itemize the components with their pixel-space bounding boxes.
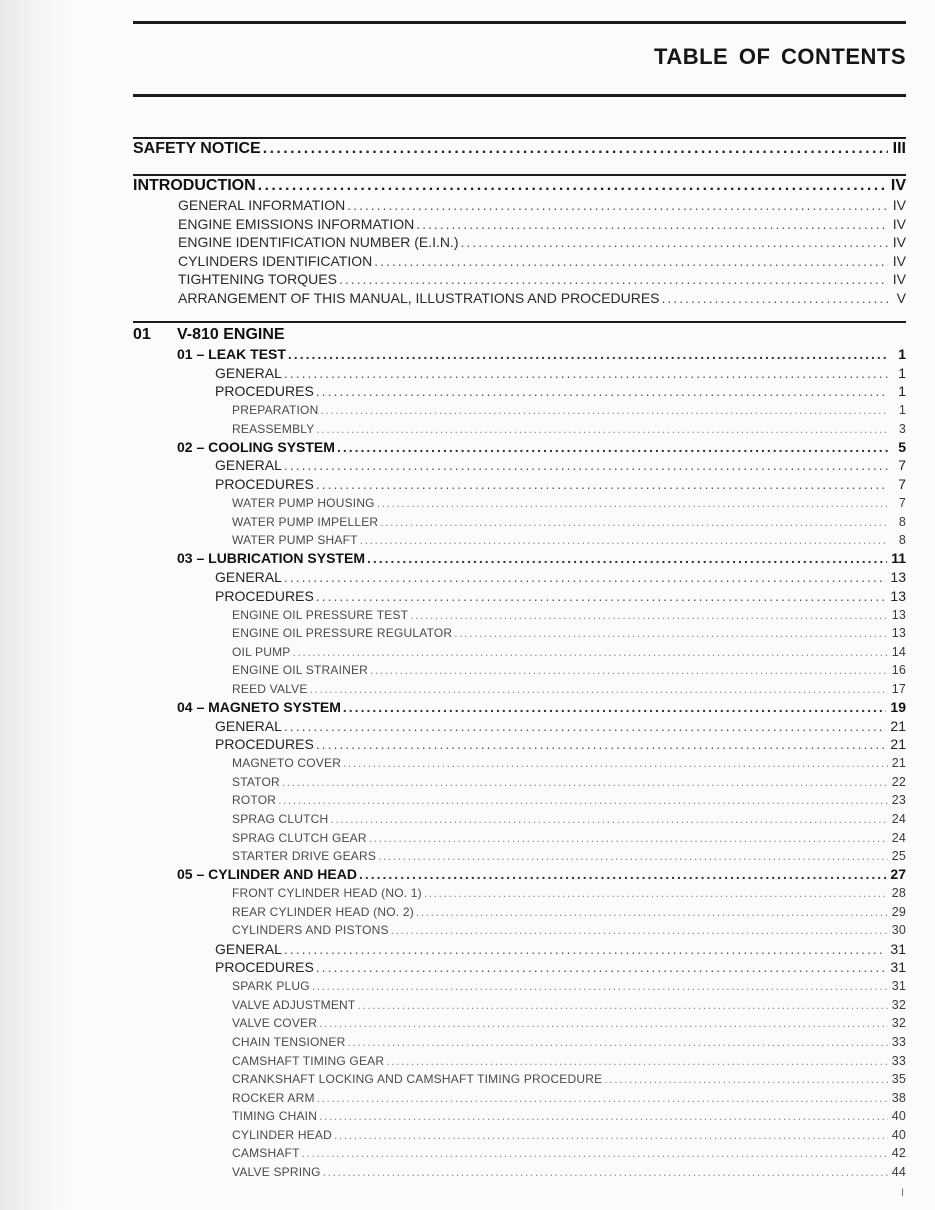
toc-entry-label: REASSEMBLY — [232, 421, 315, 436]
toc-entry-topic[interactable] — [232, 812, 906, 826]
toc-entry-label: GENERAL — [215, 940, 282, 957]
toc-entry-introduction-item[interactable] — [178, 253, 906, 269]
toc-entry-subsection[interactable] — [215, 383, 906, 399]
toc-entry-introduction-item[interactable] — [178, 290, 906, 306]
toc-entry-page: 1 — [898, 364, 906, 381]
toc-entry-topic[interactable] — [232, 775, 906, 789]
dot-leader — [284, 718, 887, 734]
dot-leader — [288, 346, 888, 362]
toc-entry-label: SPARK PLUG — [232, 979, 310, 994]
toc-entry-topic[interactable] — [232, 1146, 906, 1160]
chapter-number: 01 — [133, 326, 151, 343]
dot-leader — [367, 550, 887, 566]
dot-leader — [604, 1072, 887, 1086]
toc-entry-subsection[interactable] — [215, 959, 906, 975]
toc-entry-label: FRONT CYLINDER HEAD (NO. 1) — [232, 886, 422, 901]
toc-entry-safety-notice[interactable] — [133, 140, 906, 158]
dot-leader — [319, 1016, 888, 1030]
toc-entry-label: GENERAL — [215, 364, 282, 381]
toc-entry-subsection[interactable] — [215, 365, 906, 381]
toc-entry-page: 17 — [891, 681, 906, 696]
toc-entry-page: 7 — [898, 476, 906, 493]
toc-entry-page: 5 — [898, 438, 906, 455]
toc-entry-label: STARTER DRIVE GEARS — [232, 849, 377, 864]
toc-entry-label: REED VALVE — [232, 681, 308, 696]
toc-entry-page: 16 — [891, 663, 906, 678]
toc-entry-section[interactable] — [177, 346, 906, 362]
dot-leader — [357, 998, 887, 1012]
toc-entry-label: ARRANGEMENT OF THIS MANUAL, ILLUSTRATIONS AND PROCEDURES — [178, 289, 660, 306]
toc-entry-page: 8 — [898, 533, 906, 548]
dot-leader — [282, 775, 888, 789]
toc-entry-topic[interactable] — [232, 1165, 906, 1179]
toc-entry-topic[interactable] — [232, 515, 906, 529]
toc-entry-page: 25 — [891, 849, 906, 864]
toc-entry-page: IV — [892, 197, 906, 213]
toc-entry-page: 32 — [891, 997, 906, 1012]
toc-entry-label: CYLINDER HEAD — [232, 1127, 332, 1142]
toc-entry-label: INTRODUCTION — [133, 177, 256, 194]
toc-entry-topic[interactable] — [232, 626, 906, 640]
dot-leader — [662, 290, 888, 306]
chapter-heading[interactable] — [133, 326, 285, 344]
toc-entry-section[interactable] — [177, 866, 906, 882]
toc-entry-section[interactable] — [177, 550, 906, 566]
toc-entry-label: SAFETY NOTICE — [133, 140, 261, 157]
toc-entry-page: 38 — [891, 1090, 906, 1105]
toc-entry-label: 01 – LEAK TEST — [177, 346, 286, 362]
introduction-rule — [133, 174, 906, 176]
safety-notice-rule — [133, 137, 906, 139]
toc-entry-page: IV — [892, 215, 906, 232]
toc-entry-page: 13 — [890, 568, 906, 585]
dot-leader — [343, 756, 888, 770]
dot-leader — [380, 515, 888, 529]
chapter-rule — [133, 321, 906, 323]
toc-entry-topic[interactable] — [232, 1072, 906, 1086]
toc-entry-page: 21 — [890, 736, 906, 753]
toc-entry-page: 35 — [891, 1072, 906, 1087]
toc-entry-page: IV — [890, 177, 906, 194]
toc-entry-label: PROCEDURES — [215, 736, 314, 753]
toc-entry-label: CHAIN TENSIONER — [232, 1034, 346, 1049]
dot-leader — [278, 793, 888, 807]
toc-entry-topic[interactable] — [232, 1128, 906, 1142]
dot-leader — [323, 1165, 888, 1179]
toc-entry-page: 1 — [898, 403, 906, 418]
toc-entry-label: 05 – CYLINDER AND HEAD — [177, 866, 357, 883]
toc-entry-topic[interactable] — [232, 905, 906, 919]
toc-entry-label: REAR CYLINDER HEAD (NO. 2) — [232, 904, 414, 919]
toc-entry-introduction-item[interactable] — [178, 271, 906, 287]
dot-leader — [347, 197, 888, 213]
toc-entry-label: CRANKSHAFT LOCKING AND CAMSHAFT TIMING PROCEDURE — [232, 1072, 603, 1087]
toc-entry-topic[interactable] — [232, 403, 906, 417]
toc-entry-topic[interactable] — [232, 923, 906, 937]
dot-leader — [302, 1146, 888, 1160]
toc-entry-topic[interactable] — [232, 1035, 906, 1049]
toc-entry-page: 7 — [898, 496, 906, 511]
toc-entry-page: 1 — [898, 383, 906, 400]
dot-leader — [461, 234, 888, 250]
toc-entry-page: 27 — [890, 866, 906, 883]
header-bottom-rule — [133, 94, 906, 97]
toc-entry-topic[interactable] — [232, 793, 906, 807]
toc-entry-label: TIGHTENING TORQUES — [178, 271, 337, 287]
toc-entry-page: 21 — [890, 717, 906, 734]
header-top-rule — [133, 21, 906, 24]
toc-entry-label: WATER PUMP HOUSING — [232, 496, 375, 511]
toc-entry-label: GENERAL INFORMATION — [178, 197, 346, 213]
toc-entry-label: STATOR — [232, 774, 280, 789]
toc-entry-label: TIMING CHAIN — [232, 1109, 318, 1124]
dot-leader — [347, 1035, 887, 1049]
dot-leader — [370, 663, 888, 677]
dot-leader — [317, 1091, 888, 1105]
toc-entry-topic[interactable] — [232, 979, 906, 993]
toc-entry-label: ENGINE OIL PRESSURE TEST — [232, 607, 409, 622]
page-folio: I — [900, 1187, 904, 1199]
toc-entry-topic[interactable] — [232, 756, 906, 770]
toc-entry-label: MAGNETO COVER — [232, 756, 342, 771]
toc-entry-label: CAMSHAFT TIMING GEAR — [232, 1053, 385, 1068]
toc-entry-label: VALVE COVER — [232, 1016, 318, 1031]
dot-leader — [359, 866, 886, 882]
toc-entry-subsection[interactable] — [215, 588, 906, 604]
toc-entry-label: CYLINDERS AND PISTONS — [232, 923, 389, 938]
toc-entry-label: ENGINE OIL STRAINER — [232, 663, 369, 678]
dot-leader — [316, 422, 888, 436]
toc-entry-page: 24 — [891, 812, 906, 826]
toc-entry-topic[interactable] — [232, 663, 906, 677]
dot-leader — [416, 905, 888, 919]
dot-leader — [284, 941, 887, 957]
toc-entry-page: 13 — [891, 607, 906, 622]
dot-leader — [334, 1128, 888, 1142]
dot-leader — [454, 626, 887, 640]
dot-leader — [416, 216, 888, 232]
dot-leader — [424, 886, 888, 900]
toc-entry-page: 7 — [898, 457, 906, 474]
toc-entry-page: 13 — [891, 626, 906, 641]
dot-leader — [284, 365, 888, 381]
toc-entry-topic[interactable] — [232, 886, 906, 900]
toc-entry-page: 31 — [891, 979, 906, 994]
toc-entry-topic[interactable] — [232, 422, 906, 436]
toc-entry-subsection[interactable] — [215, 718, 906, 734]
dot-leader — [337, 439, 888, 455]
toc-entry-subsection[interactable] — [215, 941, 906, 957]
scanned-page-edge — [0, 0, 70, 1210]
dot-leader — [310, 682, 888, 696]
toc-entry-subsection[interactable] — [215, 457, 906, 473]
toc-entry-label: GENERAL — [215, 457, 282, 474]
toc-entry-label: ROCKER ARM — [232, 1090, 315, 1105]
toc-entry-page: 40 — [891, 1109, 906, 1124]
dot-leader — [316, 959, 887, 975]
dot-leader — [378, 849, 888, 863]
toc-entry-page: 21 — [891, 756, 906, 771]
dot-leader — [320, 403, 888, 417]
toc-entry-page: 1 — [898, 346, 906, 362]
toc-entry-section[interactable] — [177, 699, 906, 715]
dot-leader — [391, 923, 888, 937]
dot-leader — [316, 736, 887, 752]
toc-entry-topic[interactable] — [232, 496, 906, 510]
toc-entry-page: III — [892, 140, 906, 157]
toc-entry-label: VALVE ADJUSTMENT — [232, 997, 356, 1012]
toc-entry-topic[interactable] — [232, 998, 906, 1012]
dot-leader — [316, 588, 887, 604]
toc-entry-subsection[interactable] — [215, 476, 906, 492]
toc-entry-page: 32 — [891, 1016, 906, 1031]
dot-leader — [312, 979, 888, 993]
toc-entry-label: OIL PUMP — [232, 644, 291, 659]
toc-entry-page: 31 — [890, 940, 906, 957]
toc-entry-page: 44 — [891, 1165, 906, 1180]
toc-entry-label: PROCEDURES — [215, 959, 314, 976]
toc-entry-introduction-item[interactable] — [178, 234, 906, 250]
toc-entry-label: 04 – MAGNETO SYSTEM — [177, 699, 341, 716]
toc-entry-label: CYLINDERS IDENTIFICATION — [178, 252, 373, 269]
toc-entry-label: PROCEDURES — [215, 587, 314, 604]
toc-entry-page: IV — [892, 252, 906, 269]
toc-entry-page: 23 — [891, 793, 906, 808]
toc-entry-page: 14 — [891, 644, 906, 659]
toc-entry-topic[interactable] — [232, 1016, 906, 1030]
toc-entry-label: ENGINE IDENTIFICATION NUMBER (E.I.N.) — [178, 234, 459, 250]
dot-leader — [410, 608, 888, 622]
toc-entry-section[interactable] — [177, 439, 906, 455]
toc-entry-introduction-item[interactable] — [178, 197, 906, 213]
toc-entry-topic[interactable] — [232, 1054, 906, 1068]
dot-leader — [284, 569, 887, 585]
toc-entry-page: 29 — [891, 904, 906, 919]
toc-entry-introduction-item[interactable] — [178, 216, 906, 232]
toc-entry-label: SPRAG CLUTCH — [232, 812, 329, 826]
dot-leader — [319, 1109, 888, 1123]
page-title: TABLE OF CONTENTS — [654, 44, 906, 69]
dot-leader — [377, 496, 888, 510]
toc-entry-label: ENGINE OIL PRESSURE REGULATOR — [232, 626, 453, 641]
toc-entry-page: 8 — [898, 514, 906, 529]
dot-leader — [258, 177, 887, 195]
toc-entry-label: WATER PUMP SHAFT — [232, 533, 358, 548]
toc-entry-page: 19 — [890, 699, 906, 716]
dot-leader — [316, 476, 888, 492]
toc-entry-label: 03 – LUBRICATION SYSTEM — [177, 550, 365, 567]
toc-entry-page: 22 — [891, 774, 906, 789]
toc-entry-topic[interactable] — [232, 1091, 906, 1105]
toc-entry-label: WATER PUMP IMPELLER — [232, 514, 379, 529]
dot-leader — [284, 457, 888, 473]
toc-entry-label: GENERAL — [215, 568, 282, 585]
dot-leader — [263, 140, 888, 158]
toc-entry-label: PROCEDURES — [215, 383, 314, 400]
chapter-title: V-810 ENGINE — [177, 326, 285, 343]
toc-entry-subsection[interactable] — [215, 736, 906, 752]
toc-entry-label: SPRAG CLUTCH GEAR — [232, 830, 367, 845]
toc-entry-topic[interactable] — [232, 682, 906, 696]
toc-entry-topic[interactable] — [232, 849, 906, 863]
toc-entry-page: 28 — [891, 886, 906, 901]
toc-entry-page: 42 — [891, 1146, 906, 1161]
dot-leader — [386, 1054, 887, 1068]
toc-entry-page: 11 — [891, 550, 906, 567]
toc-entry-page: 40 — [891, 1127, 906, 1142]
dot-leader — [343, 699, 887, 715]
toc-entry-topic[interactable] — [232, 1109, 906, 1123]
toc-entry-label: GENERAL — [215, 717, 282, 734]
toc-entry-label: ROTOR — [232, 793, 277, 808]
toc-entry-topic[interactable] — [232, 533, 906, 547]
dot-leader — [293, 645, 888, 659]
toc-entry-subsection[interactable] — [215, 569, 906, 585]
dot-leader — [360, 533, 888, 547]
toc-entry-label: VALVE SPRING — [232, 1165, 321, 1180]
toc-entry-label: ENGINE EMISSIONS INFORMATION — [178, 215, 415, 232]
toc-entry-introduction[interactable] — [133, 177, 906, 195]
toc-entry-topic[interactable] — [232, 608, 906, 622]
toc-entry-topic[interactable] — [232, 645, 906, 659]
toc-entry-label: CAMSHAFT — [232, 1146, 300, 1161]
toc-entry-page: 31 — [890, 959, 906, 976]
toc-entry-page: V — [896, 289, 906, 306]
toc-entry-label: 02 – COOLING SYSTEM — [177, 438, 335, 455]
dot-leader — [339, 271, 888, 287]
toc-entry-page: IV — [892, 234, 906, 250]
toc-entry-page: IV — [892, 271, 906, 287]
toc-entry-page: 33 — [891, 1034, 906, 1049]
toc-entry-page: 33 — [891, 1053, 906, 1068]
toc-entry-page: 24 — [891, 830, 906, 845]
toc-entry-page: 13 — [890, 587, 906, 604]
toc-entry-label: PREPARATION — [232, 403, 319, 418]
dot-leader — [374, 253, 888, 269]
dot-leader — [330, 812, 887, 826]
toc-entry-topic[interactable] — [232, 831, 906, 845]
toc-entry-page: 3 — [898, 421, 906, 436]
toc-entry-page: 30 — [891, 923, 906, 938]
dot-leader — [369, 831, 888, 845]
dot-leader — [316, 383, 888, 399]
toc-entry-label: PROCEDURES — [215, 476, 314, 493]
